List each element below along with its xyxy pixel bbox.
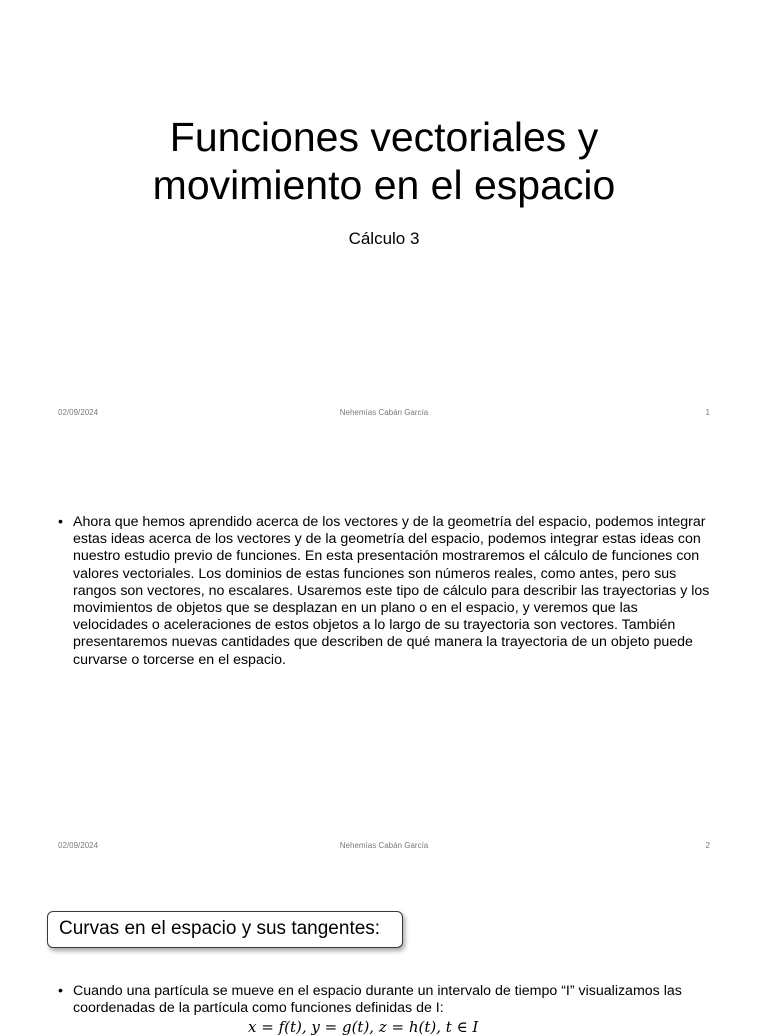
bullet-text: Cuando una partícula se mueve en el espacio durante un intervalo de tiempo “I” visualizamos las coordenadas de la partícula como funciones definidas de I:	[73, 983, 682, 1017]
slide-title	[0, 113, 768, 209]
footer-date: 02/09/2024	[58, 841, 99, 850]
parametric-formula: x = f(t), y = g(t), z = h(t), t ∈ I	[248, 1018, 479, 1036]
slide-2	[0, 433, 768, 867]
footer-author: Nehemías Cabán García	[339, 408, 429, 417]
title-line-1: Funciones vectoriales y	[169, 114, 599, 160]
bullet-marker: •	[58, 983, 63, 999]
footer-author: Nehemías Cabán García	[339, 841, 429, 850]
bullet-item	[58, 514, 714, 669]
bullet-item	[58, 983, 714, 1017]
footer-date: 02/09/2024	[58, 408, 99, 417]
footer-page-number: 1	[705, 408, 710, 417]
slide-subtitle: Cálculo 3	[348, 229, 420, 248]
bullet-marker: •	[58, 514, 63, 530]
slide-3	[0, 867, 768, 1036]
bullet-text: Ahora que hemos aprendido acerca de los vectores y de la geometría del espacio, podemos integrar estas ideas acerca de los vectores y de la geometría del espacio, podemos integrar estas ideas con nuestro estudio previo de funciones. En esta presentación mostraremos el cálculo de funciones con valores vectoriales. Los dominios de estas funciones son números reales, como antes, pero sus rangos son vectores, no escalares. Usaremos este tipo de cálculo para describir las trayectorias y los movimientos de objetos que se desplazan en un plano o en el espacio, y veremos que las velocidades o aceleraciones de estos objetos a lo largo de su trayectoria son vectores. También presentaremos nuevas cantidades que describen de qué manera la trayectoria de un objeto puede curvarse o torcerse en el espacio.	[73, 514, 710, 668]
title-line-2: movimiento en el espacio	[152, 162, 616, 208]
footer-page-number: 2	[705, 841, 710, 850]
section-title-box: Curvas en el espacio y sus tangentes:	[47, 911, 403, 948]
slide-1	[0, 0, 768, 433]
